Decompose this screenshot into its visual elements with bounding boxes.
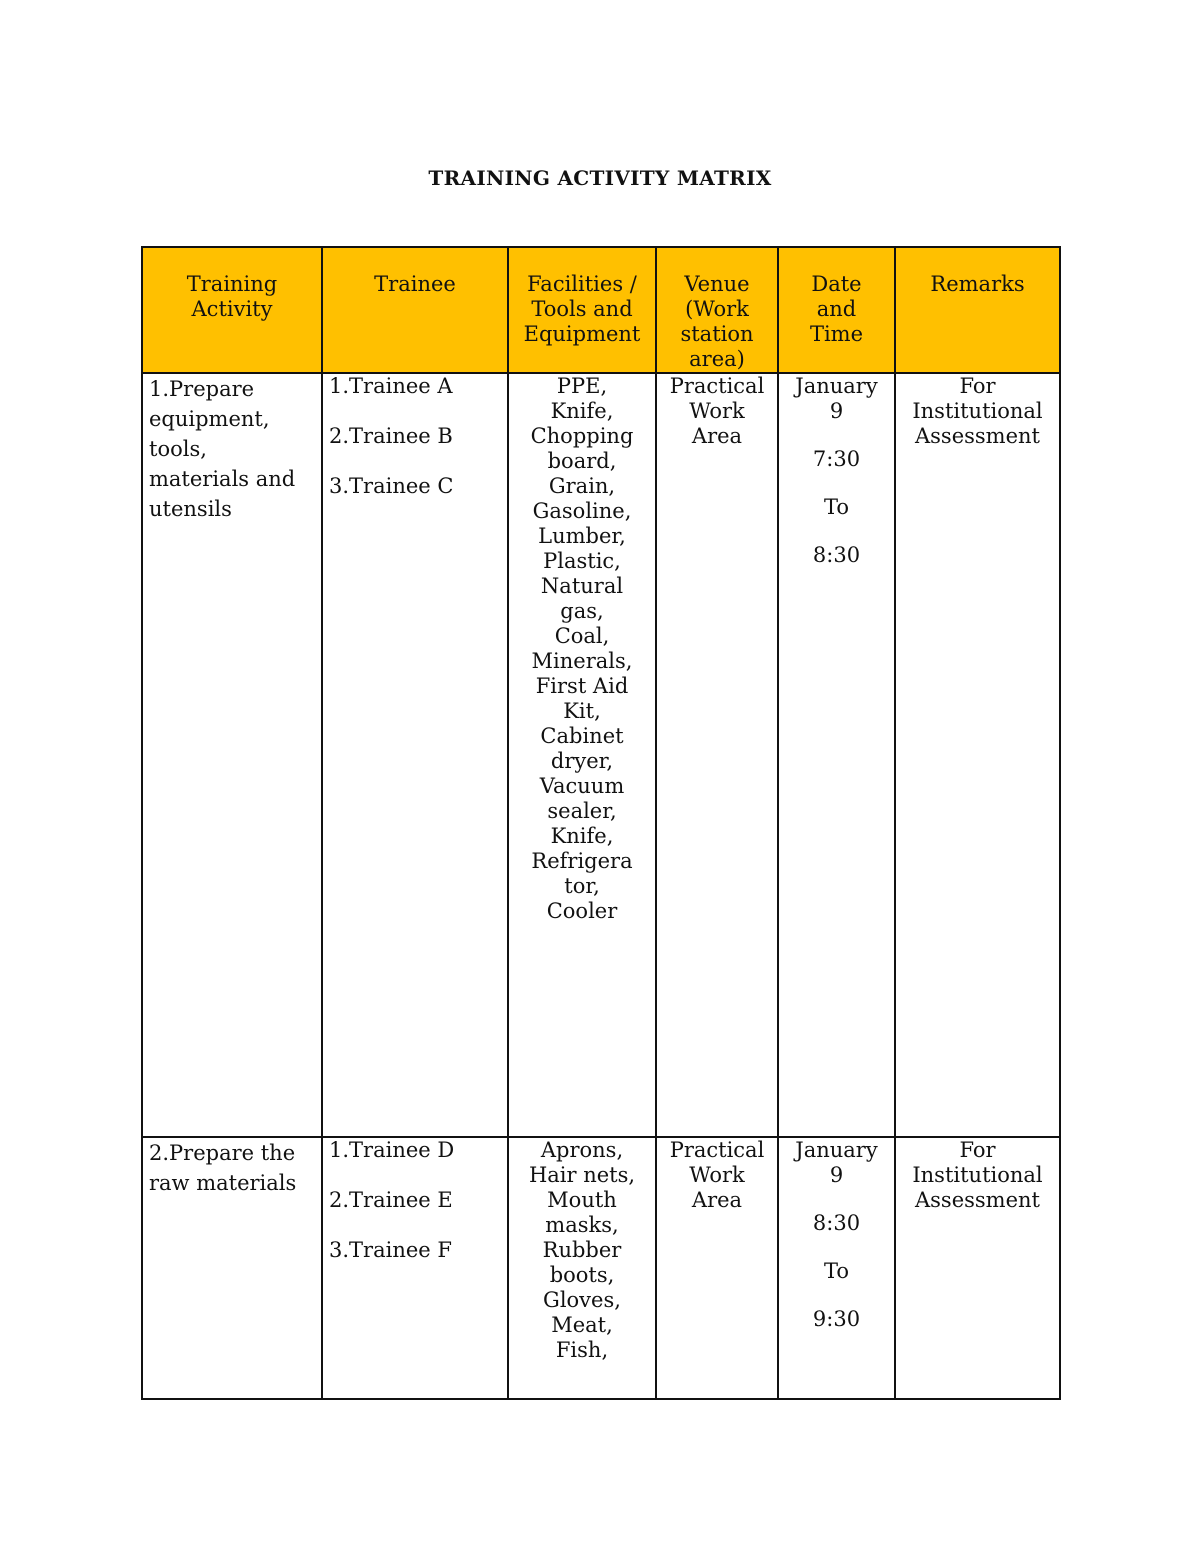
time-text: 7:30 (812, 447, 861, 471)
table-row (142, 1137, 1060, 1399)
facility-item: Mouth (547, 1188, 617, 1212)
facility-item: Coal, (554, 624, 610, 648)
trainee-item: 2.Trainee B (329, 424, 453, 448)
header-text: Activity (191, 297, 273, 321)
header-remarks (895, 247, 1060, 373)
activity-text: utensils (149, 497, 232, 521)
facility-item: Lumber, (538, 524, 626, 548)
facility-item: Gloves, (543, 1288, 621, 1312)
date-text: January (795, 374, 878, 398)
remarks-text: Institutional (912, 1163, 1043, 1187)
facility-item: boots, (549, 1263, 615, 1287)
venue-text: Area (691, 424, 743, 448)
facility-item: Refrigera (531, 849, 633, 873)
facility-item: Vacuum (539, 774, 625, 798)
header-date-time (778, 247, 895, 373)
activity-text: 2.Prepare the (149, 1141, 296, 1165)
time-text: 9:30 (812, 1307, 861, 1331)
facility-item: Fish, (555, 1338, 609, 1362)
trainee-cell (322, 1137, 508, 1399)
facility-item: dryer, (550, 749, 614, 773)
time-text: 8:30 (812, 1211, 861, 1235)
facility-item: Hair nets, (528, 1163, 636, 1187)
facility-item: Natural (540, 574, 624, 598)
remarks-text: Assessment (914, 1188, 1040, 1212)
activity-cell (142, 373, 322, 1137)
facility-item: Plastic, (543, 549, 621, 573)
trainee-item: 1.Trainee D (329, 1138, 455, 1162)
date-text: 9 (829, 1163, 844, 1187)
date-text: January (795, 1138, 878, 1162)
facility-item: Cabinet (540, 724, 624, 748)
table-header-row (142, 247, 1060, 373)
venue-cell (656, 1137, 778, 1399)
activity-text: equipment, (149, 407, 270, 431)
trainee-item: 3.Trainee F (329, 1238, 452, 1262)
date-time-cell (778, 373, 895, 1137)
trainee-item: 3.Trainee C (329, 474, 454, 498)
date-text: 9 (829, 399, 844, 423)
remarks-text: For (959, 374, 996, 398)
facility-item: PPE, (556, 374, 608, 398)
facility-item: Meat, (551, 1313, 613, 1337)
header-text: area) (689, 347, 745, 371)
header-facilities (508, 247, 656, 373)
header-text: Date (811, 272, 862, 296)
header-training-activity (142, 247, 322, 373)
header-text: and (816, 297, 857, 321)
facility-item: board, (547, 449, 617, 473)
header-text: Venue (684, 272, 750, 296)
facility-item: Aprons, (540, 1138, 624, 1162)
activity-text: raw materials (149, 1171, 297, 1195)
facility-item: Grain, (548, 474, 616, 498)
header-trainee (322, 247, 508, 373)
header-text: station (680, 322, 754, 346)
remarks-text: For (959, 1138, 996, 1162)
remarks-text: Institutional (912, 399, 1043, 423)
facility-item: Rubber (542, 1238, 622, 1262)
header-text: Tools and (531, 297, 633, 321)
header-text: Remarks (930, 272, 1025, 296)
venue-cell (656, 373, 778, 1137)
time-text: To (823, 495, 850, 519)
remarks-text: Assessment (914, 424, 1040, 448)
facility-item: Kit, (563, 699, 601, 723)
facilities-cell (508, 1137, 656, 1399)
venue-text: Work (689, 399, 745, 423)
trainee-item: 2.Trainee E (329, 1188, 453, 1212)
time-text: To (823, 1259, 850, 1283)
activity-text: tools, (149, 437, 207, 461)
activity-text: materials and (149, 467, 296, 491)
facilities-cell (508, 373, 656, 1137)
facility-item: gas, (560, 599, 604, 623)
facility-item: Knife, (550, 824, 614, 848)
header-venue (656, 247, 778, 373)
facility-item: Gasoline, (532, 499, 632, 523)
header-text: Time (809, 322, 864, 346)
venue-text: Work (689, 1163, 745, 1187)
facility-item: First Aid (535, 674, 629, 698)
facility-item: sealer, (547, 799, 617, 823)
remarks-cell (895, 373, 1060, 1137)
training-activity-table (141, 246, 1061, 1400)
trainee-item: 1.Trainee A (329, 374, 453, 398)
remarks-cell (895, 1137, 1060, 1399)
page-title: TRAINING ACTIVITY MATRIX (428, 166, 772, 190)
venue-text: Area (691, 1188, 743, 1212)
time-text: 8:30 (812, 543, 861, 567)
header-text: Training (186, 272, 278, 296)
venue-text: Practical (669, 374, 765, 398)
facility-item: Cooler (546, 899, 618, 923)
date-time-cell (778, 1137, 895, 1399)
facility-item: Minerals, (531, 649, 633, 673)
trainee-cell (322, 373, 508, 1137)
facility-item: masks, (545, 1213, 619, 1237)
venue-text: Practical (669, 1138, 765, 1162)
header-text: Trainee (374, 272, 456, 296)
facility-item: Knife, (550, 399, 614, 423)
table-row (142, 373, 1060, 1137)
header-text: Facilities / (527, 272, 637, 296)
activity-cell (142, 1137, 322, 1399)
facility-item: Chopping (530, 424, 634, 448)
facility-item: tor, (564, 874, 600, 898)
activity-text: 1.Prepare (149, 377, 255, 401)
header-text: Equipment (523, 322, 641, 346)
header-text: (Work (685, 297, 749, 321)
